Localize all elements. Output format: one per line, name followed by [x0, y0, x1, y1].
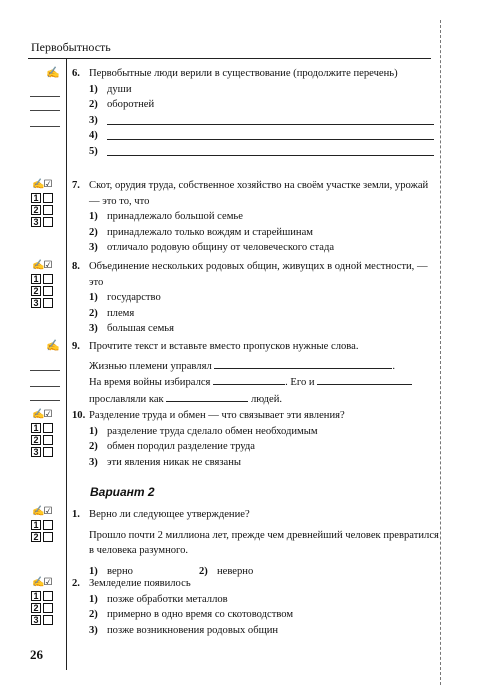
- answer-box[interactable]: [43, 520, 53, 530]
- grid-number: 1: [31, 193, 41, 203]
- question-number: 6.: [72, 68, 80, 79]
- option-number: 2): [89, 441, 98, 453]
- question-number: 2.: [72, 578, 80, 589]
- option-text: племя: [107, 307, 135, 319]
- pen-icon: ✍: [46, 67, 60, 79]
- question-text: Разделение труда и обмен — что связывает эти явления?: [89, 410, 345, 421]
- question-text: Верно ли следующее утверждение?: [89, 509, 250, 520]
- statement-text: Прошло почти 2 миллиона лет, прежде чем древнейший человек превратился в человека разумного.: [89, 529, 439, 557]
- answer-box[interactable]: [43, 217, 53, 227]
- answer-box[interactable]: [43, 603, 53, 613]
- question-8: [72, 259, 440, 337]
- answer-box[interactable]: [43, 205, 53, 215]
- pen-check-icon: ✍☑: [32, 179, 52, 190]
- question-number: 7.: [72, 180, 80, 191]
- question-number: 9.: [72, 341, 80, 352]
- grid-number: 2: [31, 435, 41, 445]
- grid-number: 2: [31, 286, 41, 296]
- grid-number: 3: [31, 298, 41, 308]
- answer-line[interactable]: [30, 370, 60, 371]
- grid-number: 1: [31, 520, 41, 530]
- answer-box[interactable]: [43, 193, 53, 203]
- option-number: 3): [89, 242, 98, 254]
- answer-grid: [31, 520, 53, 542]
- pen-check-icon: ✍☑: [32, 260, 52, 271]
- grid-number: 2: [31, 532, 41, 542]
- option-text: большая семья: [107, 323, 174, 335]
- answer-line[interactable]: [30, 400, 60, 401]
- option-text: разделение труда сделало обмен необходимым: [107, 425, 318, 437]
- answer-grid: [31, 591, 53, 625]
- answer-line[interactable]: [30, 386, 60, 387]
- option-text: государство: [107, 292, 161, 304]
- passage-blank[interactable]: [214, 358, 392, 369]
- option-text: души: [107, 83, 132, 95]
- question-text: Прочтите текст и вставьте вместо пропусков нужные слова.: [89, 341, 359, 352]
- answer-box[interactable]: [43, 447, 53, 457]
- passage-blank[interactable]: [213, 374, 285, 385]
- option-number: 5): [89, 145, 98, 157]
- answer-box[interactable]: [43, 435, 53, 445]
- variant-question-1: [72, 507, 440, 579]
- answer-box[interactable]: [43, 286, 53, 296]
- passage-text: прославляли как: [89, 393, 164, 405]
- question-7: [72, 178, 440, 256]
- option-number: 3): [89, 323, 98, 335]
- option-number: 1): [89, 292, 98, 304]
- option-number: 1): [89, 83, 98, 95]
- grid-number: 2: [31, 603, 41, 613]
- passage-text: Жизнью племени управлял: [89, 360, 212, 372]
- option-number: 3): [89, 624, 98, 636]
- passage-text: На время войны избирался: [89, 377, 211, 389]
- page-header: Первобытность: [31, 40, 111, 54]
- pen-check-icon: ✍☑: [32, 577, 52, 588]
- answer-line[interactable]: [30, 126, 60, 127]
- option-number: 1): [89, 593, 98, 605]
- pen-icon: ✍: [46, 340, 60, 352]
- passage-text: людей.: [251, 393, 283, 405]
- option-text: неверно: [217, 565, 254, 577]
- question-text: Земледелие появилось: [89, 578, 191, 589]
- option-number: 2): [89, 226, 98, 238]
- question-text: Первобытные люди верили в существование (продолжите перечень): [89, 68, 398, 79]
- answer-box[interactable]: [43, 591, 53, 601]
- option-text: позже возникновения родовых общин: [107, 624, 279, 636]
- grid-number: 3: [31, 447, 41, 457]
- passage-blank[interactable]: [166, 391, 248, 402]
- option-text: отличало родовую общину от человеческого стада: [107, 242, 335, 254]
- question-number: 8.: [72, 261, 80, 272]
- option-number: 2): [89, 609, 98, 621]
- option-text: позже обработки металлов: [107, 593, 228, 605]
- option-text: оборотней: [107, 99, 155, 111]
- answer-line[interactable]: [30, 110, 60, 111]
- question-text: Объединение нескольких родовых общин, живущих в одной местности, — это: [89, 261, 428, 288]
- option-text: примерно в одно время со скотоводством: [107, 609, 294, 621]
- option-number: 3): [89, 114, 98, 126]
- option-text: эти явления никак не связаны: [107, 456, 242, 468]
- cut-line: [440, 20, 441, 685]
- variant-heading: Вариант 2: [90, 485, 155, 499]
- answer-blank[interactable]: [107, 144, 434, 156]
- answer-blank[interactable]: [107, 113, 434, 125]
- answer-grid: [31, 423, 53, 457]
- answer-box[interactable]: [43, 274, 53, 284]
- question-number: 1.: [72, 509, 80, 520]
- option-text: обмен породил разделение труда: [107, 441, 255, 453]
- option-number: 1): [89, 211, 98, 223]
- page-number: 26: [30, 647, 43, 662]
- option-text: верно: [107, 565, 133, 577]
- option-number: 1): [89, 565, 98, 577]
- answer-grid: [31, 193, 53, 227]
- answer-blank[interactable]: [107, 128, 434, 140]
- answer-grid: [31, 274, 53, 308]
- question-text: Скот, орудия труда, собственное хозяйство на своём участке земли, урожай — это то, что: [89, 180, 429, 207]
- option-text: принадлежало только вождям и старейшинам: [107, 226, 313, 238]
- option-number: 2): [199, 565, 208, 577]
- option-number: 4): [89, 130, 98, 142]
- grid-number: 1: [31, 423, 41, 433]
- header-rule: [28, 58, 431, 59]
- option-number: 2): [89, 307, 98, 319]
- grid-number: 1: [31, 274, 41, 284]
- option-number: 3): [89, 456, 98, 468]
- variant-question-2: [72, 576, 440, 638]
- question-9: 9. Прочтите текст и вставьте вместо пропусков нужные слова. Жизнью племени управлял . На время войны избирался . Его и прославляли как людей.: [72, 339, 440, 407]
- question-10: [72, 408, 440, 470]
- option-number: 2): [89, 99, 98, 111]
- passage-text: . Его и: [285, 377, 315, 389]
- option-number: 1): [89, 425, 98, 437]
- question-6: [72, 66, 440, 160]
- passage-blank[interactable]: [317, 374, 412, 385]
- pen-check-icon: ✍☑: [32, 506, 52, 517]
- margin-rule: [66, 58, 67, 670]
- answer-box[interactable]: [43, 615, 53, 625]
- answer-box[interactable]: [43, 532, 53, 542]
- answer-box[interactable]: [43, 298, 53, 308]
- answer-box[interactable]: [43, 423, 53, 433]
- answer-line[interactable]: [30, 96, 60, 97]
- grid-number: 3: [31, 217, 41, 227]
- grid-number: 2: [31, 205, 41, 215]
- option-text: принадлежало большой семье: [107, 211, 243, 223]
- question-number: 10.: [72, 410, 86, 421]
- grid-number: 1: [31, 591, 41, 601]
- pen-check-icon: ✍☑: [32, 409, 52, 420]
- grid-number: 3: [31, 615, 41, 625]
